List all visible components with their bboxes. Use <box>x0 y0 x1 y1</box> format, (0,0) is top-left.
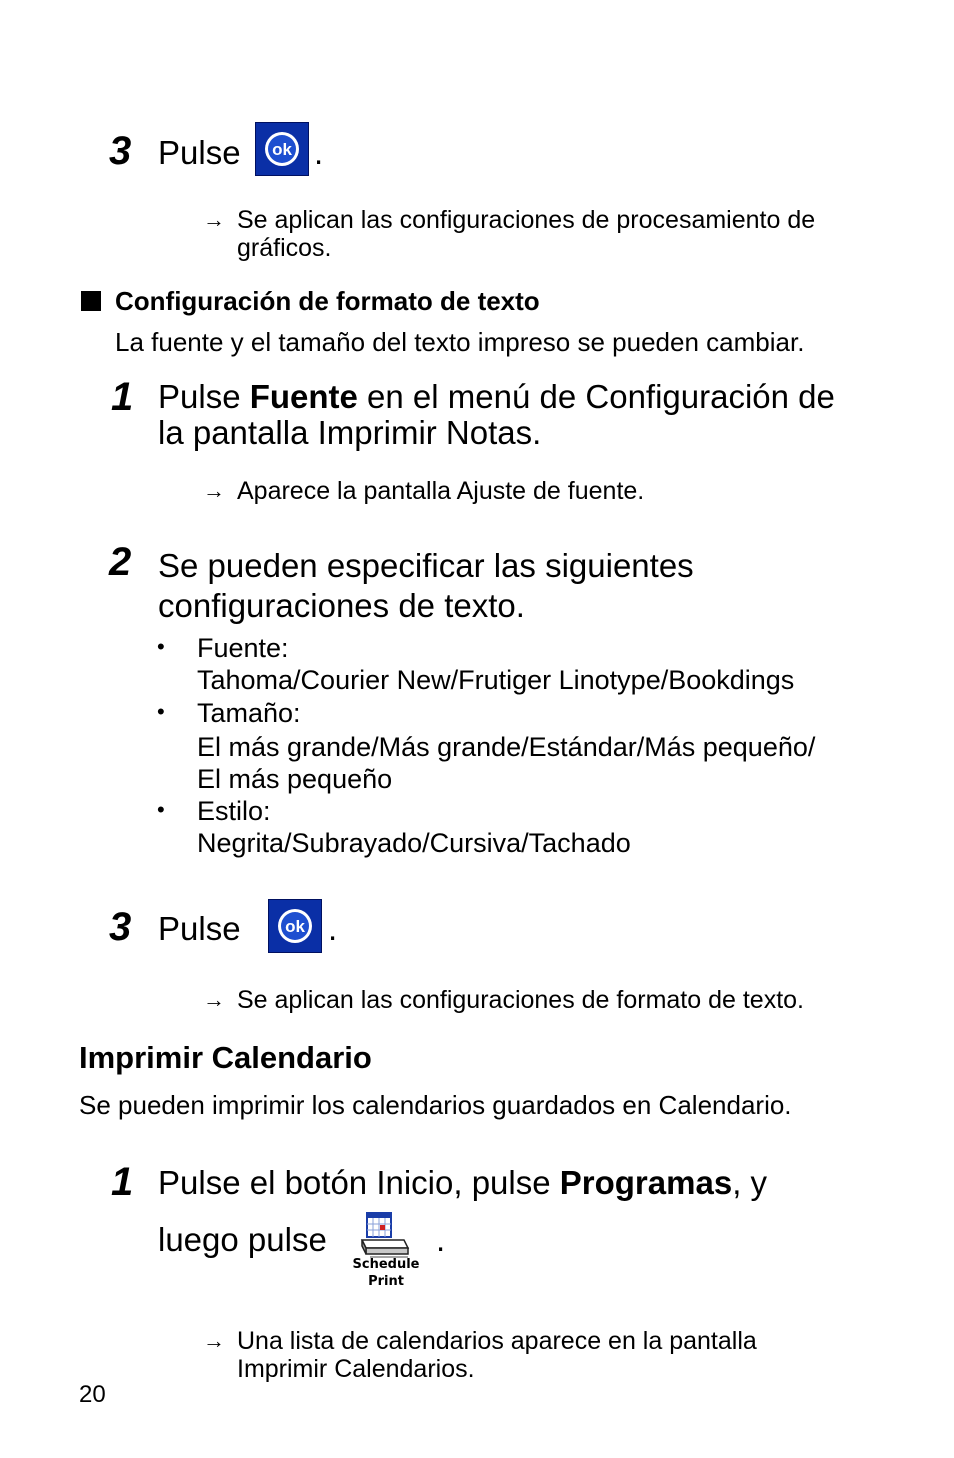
bullet-value: Tahoma/Courier New/Frutiger Linotype/Bookdings <box>197 665 795 695</box>
bullet-dot-icon: • <box>157 699 165 724</box>
result-text <box>203 206 897 262</box>
step-text: Pulse <box>158 910 241 947</box>
bullet-value: El más pequeño <box>197 764 393 794</box>
section-title: Configuración de formato de texto <box>115 286 540 316</box>
bullet-item-estilo <box>157 795 631 859</box>
step-text-part: Pulse el botón Inicio, pulse <box>158 1164 560 1201</box>
result-line: gráficos. <box>237 234 332 262</box>
step-text-part: , y <box>732 1164 768 1201</box>
icon-label: Schedule <box>352 1257 420 1272</box>
menu-item-fuente: Fuente <box>249 378 358 415</box>
step-text-line: configuraciones de texto. <box>158 587 525 624</box>
section-square-icon <box>81 291 101 311</box>
svg-text:ok: ok <box>285 917 305 936</box>
svg-text:ok: ok <box>272 140 292 159</box>
step-number: 3 <box>109 905 132 949</box>
bullet-label: Fuente: <box>197 633 289 663</box>
page-number: 20 <box>79 1381 106 1408</box>
step-period: . <box>436 1221 446 1258</box>
step-number: 2 <box>109 540 132 584</box>
bullet-dot-icon: • <box>157 634 165 659</box>
step-number: 1 <box>111 375 134 419</box>
step-text-line: Se pueden especificar las siguientes <box>158 547 694 584</box>
step-period: . <box>328 910 338 947</box>
result-text <box>203 1327 897 1383</box>
schedule-print-button[interactable] <box>346 1210 426 1292</box>
bullet-dot-icon: • <box>157 797 165 822</box>
bullet-value: El más grande/Más grande/Estándar/Más pequeño/ <box>197 732 816 762</box>
step-text: Pulse <box>158 134 241 171</box>
bullet-label: Estilo: <box>197 796 271 826</box>
ok-button[interactable] <box>268 899 322 953</box>
section-description: La fuente y el tamaño del texto impreso se pueden cambiar. <box>115 327 805 357</box>
step-text-part: en el menú de Configuración de <box>357 378 835 415</box>
result-line: Imprimir Calendarios. <box>237 1355 475 1383</box>
ok-button[interactable] <box>255 122 309 176</box>
step-number: 1 <box>111 1160 134 1204</box>
step-text <box>158 546 694 626</box>
result-text <box>203 986 805 1014</box>
bullet-item-fuente <box>157 632 795 696</box>
arrow-icon: → <box>203 1328 225 1353</box>
bullet-value: Negrita/Subrayado/Cursiva/Tachado <box>197 828 631 858</box>
arrow-icon: → <box>203 207 225 232</box>
menu-item-programas: Programas <box>559 1164 733 1201</box>
bullet-label: Tamaño: <box>197 698 301 728</box>
ok-icon <box>262 129 302 169</box>
bullet-item-tamano <box>157 697 816 795</box>
result-line: Aparece la pantalla Ajuste de fuente. <box>237 477 645 505</box>
step-period: . <box>314 134 324 171</box>
schedule-print-icon <box>346 1210 426 1262</box>
section-description: Se pueden imprimir los calendarios guardados en Calendario. <box>79 1090 792 1120</box>
result-line: Se aplican las configuraciones de formato de texto. <box>237 986 805 1014</box>
step-text <box>158 379 918 451</box>
step-text-line: la pantalla Imprimir Notas. <box>158 414 542 451</box>
result-line: Una lista de calendarios aparece en la pantalla <box>237 1327 757 1355</box>
icon-label: Print <box>368 1274 404 1289</box>
step-text-part: Pulse <box>158 378 250 415</box>
step-text-line: luego pulse <box>158 1221 327 1258</box>
ok-icon <box>275 906 315 946</box>
section-heading: Imprimir Calendario <box>79 1040 372 1075</box>
arrow-icon: → <box>203 987 225 1012</box>
step-number: 3 <box>109 129 132 173</box>
step-text <box>158 1165 918 1201</box>
result-line: Se aplican las configuraciones de procesamiento de <box>237 206 816 234</box>
arrow-icon: → <box>203 478 225 503</box>
result-text <box>203 477 645 505</box>
